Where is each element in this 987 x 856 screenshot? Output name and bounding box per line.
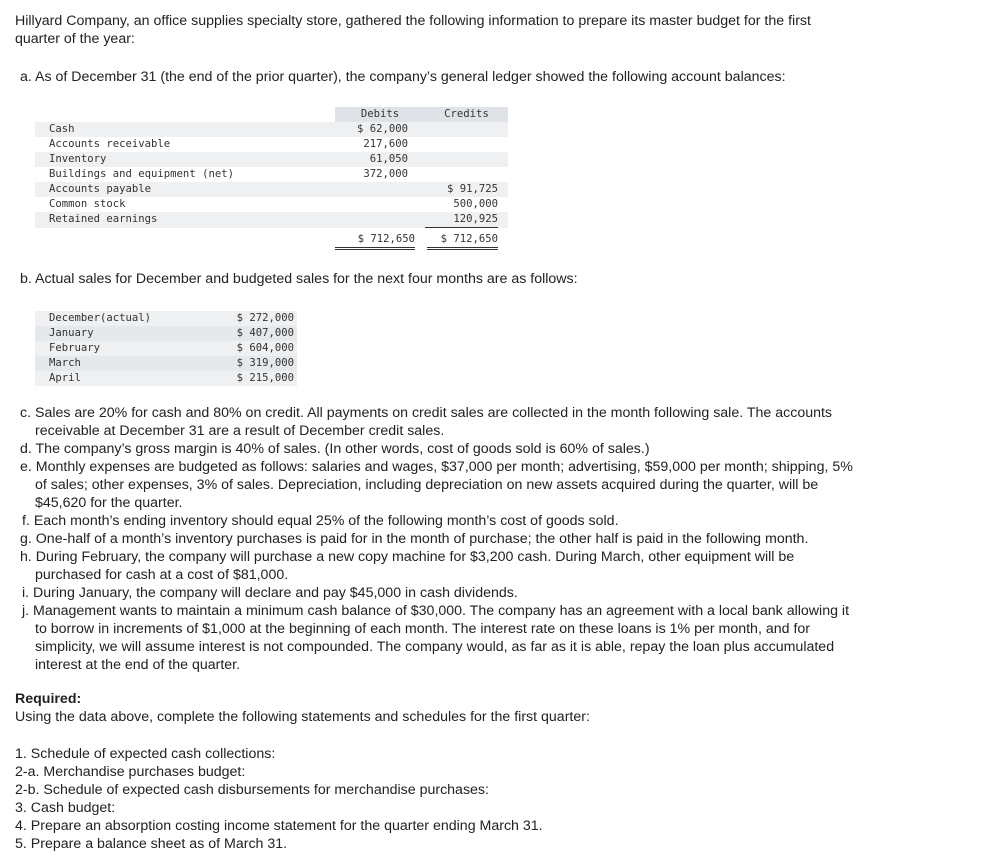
intro-line-1: Hillyard Company, an office supplies specialty store, gathered the following information to prepare its master budget for the first — [15, 13, 811, 29]
month-label: March — [49, 357, 81, 369]
requirement-2a: 2-a. Merchandise purchases budget: — [15, 764, 246, 780]
debits-header: Debits — [360, 108, 400, 120]
item-e-line-1: e. Monthly expenses are budgeted as follows: salaries and wages, $37,000 per month; advertising, $59,000 per month; shipping, 5% — [20, 459, 853, 475]
item-g-line-1: g. One-half of a month’s inventory purchases is paid for in the month of purchase; the other half is paid in the following month. — [20, 531, 809, 547]
credit-value: 500,000 — [453, 198, 498, 210]
item-f-line-1: f. Each month’s ending inventory should equal 25% of the following month’s cost of goods sold. — [22, 513, 619, 529]
ledger-row — [35, 152, 508, 167]
requirement-5: 5. Prepare a balance sheet as of March 31. — [15, 836, 288, 852]
section-a-text: a. As of December 31 (the end of the prior quarter), the company’s general ledger showed the following account balances: — [20, 69, 786, 85]
ledger-table — [35, 107, 508, 250]
debit-value: 372,000 — [363, 168, 408, 180]
item-h-line-1: h. During February, the company will purchase a new copy machine for $3,200 cash. During March, other equipment will be — [20, 549, 795, 565]
ledger-row — [35, 197, 508, 212]
requirement-4: 4. Prepare an absorption costing income statement for the quarter ending March 31. — [15, 818, 543, 834]
credit-value: $ 91,725 — [446, 183, 498, 195]
total-credits: $ 712,650 — [427, 233, 498, 250]
ledger-row — [35, 122, 508, 137]
ledger-row — [35, 182, 508, 197]
required-title: Required: — [15, 691, 82, 707]
item-c-line-1: c. Sales are 20% for cash and 80% on credit. All payments on credit sales are collected in the month following sale. The accounts — [20, 405, 833, 421]
sales-row — [35, 311, 297, 326]
ledger-header-row — [35, 107, 508, 122]
item-j-line-2: to borrow in increments of $1,000 at the beginning of each month. The interest rate on these loans is 1% per month, and for — [35, 621, 810, 637]
item-e-line-2: of sales; other expenses, 3% of sales. Depreciation, including depreciation on new assets acquired during the quarter, will be — [35, 477, 819, 493]
sales-amount: $ 215,000 — [236, 372, 294, 384]
debit-value — [335, 213, 408, 227]
ledger-row — [35, 167, 508, 182]
sales-amount: $ 604,000 — [236, 342, 294, 354]
item-i-line-1: i. During January, the company will declare and pay $45,000 in cash dividends. — [22, 585, 518, 601]
item-e-line-3: $45,620 for the quarter. — [35, 495, 183, 511]
requirement-1: 1. Schedule of expected cash collections: — [15, 746, 276, 762]
sales-row — [35, 326, 297, 341]
sales-table — [35, 311, 297, 386]
sales-row — [35, 341, 297, 356]
intro-line-2: quarter of the year: — [15, 31, 135, 47]
ledger-row — [35, 212, 508, 228]
item-j-line-1: j. Management wants to maintain a minimum cash balance of $30,000. The company has an agreement with a local bank allowing it — [22, 603, 850, 619]
account-name: Retained earnings — [49, 213, 158, 225]
account-name: Common stock — [49, 198, 126, 210]
sales-amount: $ 407,000 — [236, 327, 294, 339]
item-h-line-2: purchased for cash at a cost of $81,000. — [35, 567, 289, 583]
month-label: December(actual) — [49, 312, 152, 324]
account-name: Accounts receivable — [49, 138, 171, 150]
section-b-text: b. Actual sales for December and budgeted sales for the next four months are as follows: — [20, 271, 578, 287]
account-name: Cash — [49, 123, 75, 135]
account-name: Accounts payable — [49, 183, 152, 195]
debit-value: $ 62,000 — [356, 123, 408, 135]
sales-amount: $ 272,000 — [236, 312, 294, 324]
debit-value: 61,050 — [369, 153, 408, 165]
item-c-line-2: receivable at December 31 are a result of December credit sales. — [35, 423, 445, 439]
month-label: January — [49, 327, 94, 339]
required-text: Using the data above, complete the following statements and schedules for the first quarter: — [15, 709, 590, 725]
account-name: Buildings and equipment (net) — [49, 168, 234, 180]
month-label: February — [49, 342, 101, 354]
credits-header: Credits — [444, 108, 489, 120]
item-j-line-4: interest at the end of the quarter. — [35, 657, 241, 673]
month-label: April — [49, 372, 81, 384]
sales-row — [35, 356, 297, 371]
requirement-2b: 2-b. Schedule of expected cash disbursements for merchandise purchases: — [15, 782, 489, 798]
account-name: Inventory — [49, 153, 107, 165]
total-debits: $ 712,650 — [335, 233, 415, 250]
credit-value: 120,925 — [425, 213, 498, 228]
ledger-total-row — [35, 228, 508, 250]
requirement-3: 3. Cash budget: — [15, 800, 116, 816]
sales-amount: $ 319,000 — [236, 357, 294, 369]
item-j-line-3: simplicity, we will assume interest is not compounded. The company would, as far as it is able, repay the loan plus accumulated — [35, 639, 835, 655]
sales-row — [35, 371, 297, 386]
debit-value: 217,600 — [363, 138, 408, 150]
ledger-row — [35, 137, 508, 152]
item-d-line-1: d. The company’s gross margin is 40% of sales. (In other words, cost of goods sold is 60% of sales.) — [20, 441, 650, 457]
